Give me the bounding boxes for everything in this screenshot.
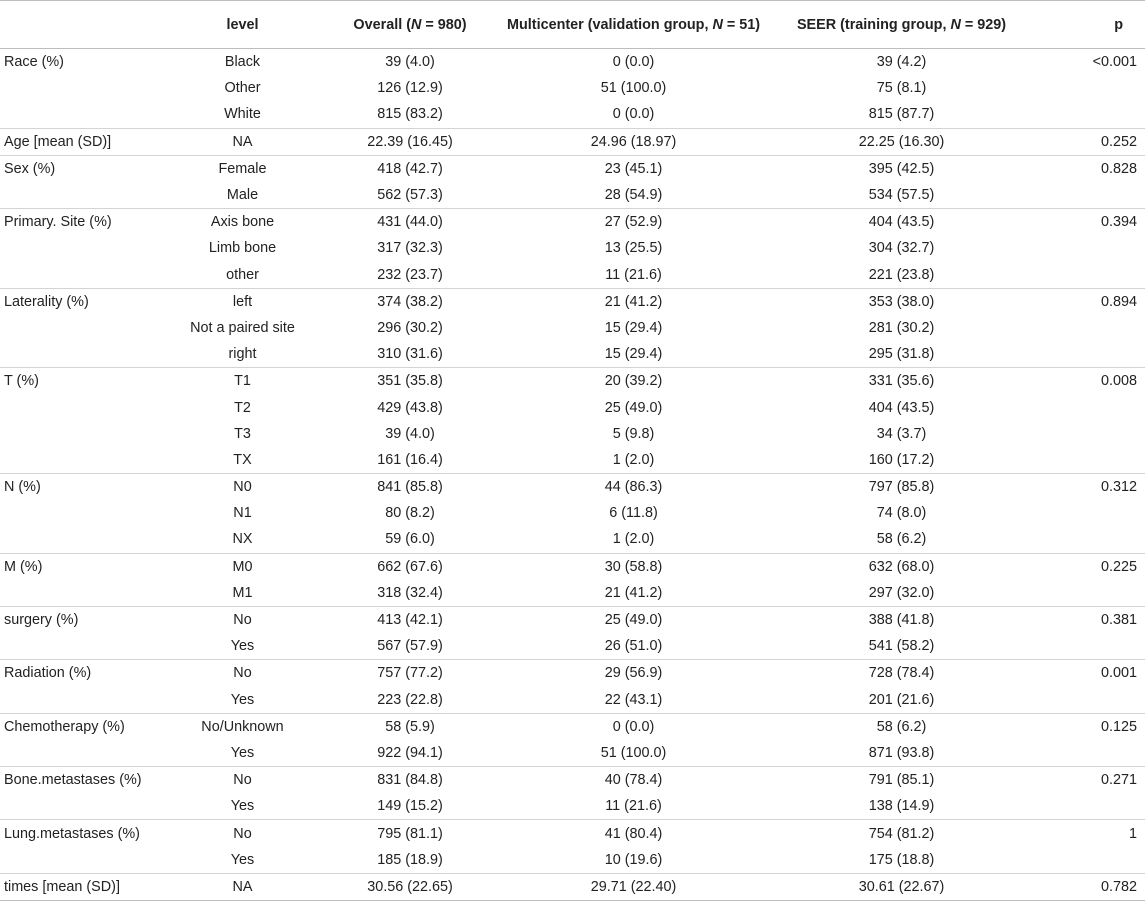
cell-overall: 413 (42.1) (313, 606, 507, 633)
cell-overall: 30.56 (22.65) (313, 873, 507, 900)
cell-overall: 922 (94.1) (377, 744, 443, 761)
table-row (0, 500, 1145, 526)
header-multicenter-n-symbol: N (712, 16, 723, 33)
cell-level: Yes (230, 851, 255, 868)
cell-p-value (1043, 526, 1145, 553)
cell-multicenter: 44 (86.3) (507, 474, 760, 501)
cell-variable (0, 633, 172, 660)
cell-overall: 39 (4.0) (385, 425, 435, 442)
cell-level: T2 (234, 399, 251, 416)
cell-level: Other (224, 80, 261, 97)
cell-seer: 39 (4.2) (760, 49, 1043, 76)
cell-overall: 232 (23.7) (377, 266, 443, 283)
cell-multicenter: 21 (41.2) (507, 288, 760, 315)
header-level (172, 1, 313, 49)
table-row (0, 128, 1145, 155)
cell-overall: 223 (22.8) (377, 691, 443, 708)
cell-multicenter: 22 (43.1) (604, 691, 663, 708)
cell-overall: 80 (8.2) (385, 505, 435, 522)
table-row (0, 262, 1145, 289)
cell-seer: 295 (31.8) (868, 346, 935, 363)
table-row (0, 793, 1145, 820)
cell-multicenter: 10 (19.6) (604, 851, 663, 868)
cell-p-value (1043, 315, 1145, 341)
cell-p-value (1043, 262, 1145, 289)
header-variable (0, 1, 172, 49)
table-row (0, 75, 1145, 101)
cell-level: Not a paired site (190, 319, 295, 336)
header-overall-text: Overall ( (353, 16, 411, 33)
header-seer-text: SEER (training group, (796, 16, 951, 33)
table-header (0, 1, 1145, 49)
cell-multicenter: 28 (54.9) (604, 187, 663, 204)
cell-overall: 310 (31.6) (377, 346, 443, 363)
cell-multicenter: 6 (11.8) (609, 505, 658, 522)
table-row (0, 368, 1145, 395)
cell-variable (0, 687, 172, 714)
table-row (0, 767, 1145, 794)
cell-level: T3 (234, 425, 251, 442)
cell-seer: 30.61 (22.67) (760, 873, 1043, 900)
cell-multicenter: 30 (58.8) (507, 553, 760, 580)
cell-p-value (1043, 182, 1145, 209)
cell-p-value: 0.252 (1043, 128, 1145, 155)
header-seer-n-symbol: N (950, 16, 961, 33)
cell-multicenter: 15 (29.4) (604, 319, 663, 336)
cell-p-value: 0.782 (1043, 873, 1145, 900)
cell-variable: Age [mean (SD)] (0, 128, 172, 155)
cell-p-value: 0.271 (1043, 767, 1145, 794)
cell-variable (0, 526, 172, 553)
cell-seer: 404 (43.5) (868, 399, 935, 416)
cell-multicenter: 0 (0.0) (612, 106, 655, 123)
cell-multicenter: 11 (21.6) (605, 266, 662, 283)
table-row (0, 209, 1145, 236)
cell-level: No/Unknown (172, 713, 313, 740)
cell-variable (0, 235, 172, 261)
cell-variable (0, 315, 172, 341)
cell-multicenter: 5 (9.8) (612, 425, 655, 442)
cell-variable (0, 394, 172, 420)
cell-p-value (1043, 740, 1145, 767)
cell-p-value: 0.125 (1043, 713, 1145, 740)
cell-p-value: 0.381 (1043, 606, 1145, 633)
cell-seer: 632 (68.0) (760, 553, 1043, 580)
cell-overall: 815 (83.2) (377, 106, 443, 123)
header-multicenter (507, 1, 760, 49)
cell-variable: surgery (%) (0, 606, 172, 633)
cell-overall: 662 (67.6) (313, 553, 507, 580)
cell-seer: 34 (3.7) (876, 425, 927, 442)
cell-level: NA (172, 128, 313, 155)
cell-variable (0, 421, 172, 447)
cell-p-value (1043, 75, 1145, 101)
cell-overall: 161 (16.4) (377, 451, 443, 468)
cell-seer: 791 (85.1) (760, 767, 1043, 794)
cell-p-value (1043, 447, 1145, 474)
cell-variable: Radiation (%) (0, 660, 172, 687)
cell-multicenter: 24.96 (18.97) (507, 128, 760, 155)
cell-level: Yes (230, 638, 255, 655)
cell-level: No (172, 606, 313, 633)
cell-seer: 138 (14.9) (868, 798, 935, 815)
header-seer (760, 1, 1043, 49)
cell-overall: 22.39 (16.45) (313, 128, 507, 155)
cell-seer: 58 (6.2) (760, 713, 1043, 740)
table-row (0, 315, 1145, 341)
table-row (0, 155, 1145, 182)
cell-multicenter: 0 (0.0) (507, 49, 760, 76)
cell-variable: Lung.metastases (%) (0, 820, 172, 847)
cell-overall: 149 (15.2) (377, 798, 443, 815)
cell-level: Black (172, 49, 313, 76)
cell-seer: 871 (93.8) (868, 744, 935, 761)
cell-seer: 74 (8.0) (876, 505, 927, 522)
cell-variable: Bone.metastases (%) (0, 767, 172, 794)
cell-p-value: 0.001 (1043, 660, 1145, 687)
cell-seer: 534 (57.5) (868, 187, 935, 204)
cell-p-value: 0.312 (1043, 474, 1145, 501)
cell-level: T1 (172, 368, 313, 395)
cell-multicenter: 1 (2.0) (612, 531, 655, 548)
cell-level: right (228, 346, 257, 363)
cell-multicenter: 51 (100.0) (600, 744, 667, 761)
cell-seer: 281 (30.2) (868, 319, 935, 336)
table-row (0, 660, 1145, 687)
cell-level: NA (172, 873, 313, 900)
table-row (0, 474, 1145, 501)
cell-level: Male (226, 187, 259, 204)
cell-multicenter: 25 (49.0) (604, 399, 663, 416)
cell-multicenter: 15 (29.4) (604, 346, 663, 363)
cell-seer: 353 (38.0) (760, 288, 1043, 315)
cell-seer: 297 (32.0) (868, 584, 935, 601)
table-row (0, 873, 1145, 900)
cell-overall: 418 (42.7) (313, 155, 507, 182)
cell-p-value (1043, 500, 1145, 526)
cell-overall: 374 (38.2) (313, 288, 507, 315)
cell-level: M0 (172, 553, 313, 580)
cell-p-value: 0.828 (1043, 155, 1145, 182)
cell-level: Female (172, 155, 313, 182)
table-row (0, 553, 1145, 580)
cell-overall: 429 (43.8) (377, 399, 443, 416)
cell-level: other (226, 266, 259, 283)
header-level-text: level (226, 16, 259, 33)
table-row (0, 288, 1145, 315)
cell-level: Yes (230, 798, 255, 815)
cell-level: TX (233, 451, 252, 468)
cell-seer: 388 (41.8) (760, 606, 1043, 633)
table-row (0, 687, 1145, 714)
cell-variable (0, 262, 172, 289)
cell-level: NX (232, 531, 253, 548)
cell-multicenter: 51 (100.0) (600, 80, 667, 97)
cell-variable (0, 847, 172, 874)
table-row (0, 713, 1145, 740)
table-row (0, 447, 1145, 474)
cell-variable (0, 740, 172, 767)
header-multicenter-count: = 51) (722, 16, 761, 33)
cell-variable: Laterality (%) (0, 288, 172, 315)
cell-overall: 39 (4.0) (313, 49, 507, 76)
cell-seer: 404 (43.5) (760, 209, 1043, 236)
table-row (0, 235, 1145, 261)
cell-level: Yes (230, 744, 255, 761)
cell-p-value (1043, 633, 1145, 660)
cell-overall: 757 (77.2) (313, 660, 507, 687)
table-body (0, 49, 1145, 901)
cell-variable (0, 447, 172, 474)
cell-variable (0, 341, 172, 368)
cell-variable: Race (%) (0, 49, 172, 76)
cell-seer: 395 (42.5) (760, 155, 1043, 182)
cell-level: N1 (233, 505, 252, 522)
cell-p-value (1043, 793, 1145, 820)
cell-variable: T (%) (0, 368, 172, 395)
table-row (0, 101, 1145, 128)
cell-multicenter: 25 (49.0) (507, 606, 760, 633)
cell-overall: 562 (57.3) (377, 187, 443, 204)
cell-overall: 351 (35.8) (313, 368, 507, 395)
cell-multicenter: 1 (2.0) (612, 451, 655, 468)
cell-p-value: 0.225 (1043, 553, 1145, 580)
cell-variable (0, 75, 172, 101)
cell-variable: Primary. Site (%) (0, 209, 172, 236)
cell-p-value: 0.394 (1043, 209, 1145, 236)
cell-overall: 567 (57.9) (377, 638, 443, 655)
cell-variable: Sex (%) (0, 155, 172, 182)
cell-level: No (172, 820, 313, 847)
cell-overall: 318 (32.4) (377, 584, 443, 601)
cell-overall: 831 (84.8) (313, 767, 507, 794)
table-row (0, 740, 1145, 767)
cell-multicenter: 27 (52.9) (507, 209, 760, 236)
cell-variable (0, 500, 172, 526)
cell-overall: 296 (30.2) (377, 319, 443, 336)
table-row (0, 633, 1145, 660)
cell-multicenter: 26 (51.0) (604, 638, 663, 655)
cell-seer: 75 (8.1) (876, 80, 927, 97)
cell-seer: 201 (21.6) (868, 691, 935, 708)
cell-multicenter: 41 (80.4) (507, 820, 760, 847)
cell-seer: 331 (35.6) (760, 368, 1043, 395)
cell-p-value: 0.008 (1043, 368, 1145, 395)
table-row (0, 182, 1145, 209)
cell-variable (0, 182, 172, 209)
cell-seer: 175 (18.8) (868, 851, 935, 868)
cell-overall: 126 (12.9) (377, 80, 443, 97)
header-row (0, 1, 1145, 49)
cell-seer: 541 (58.2) (868, 638, 935, 655)
header-multicenter-text: Multicenter (validation group, (507, 16, 713, 33)
cell-level: No (172, 767, 313, 794)
cell-seer: 797 (85.8) (760, 474, 1043, 501)
table-row (0, 606, 1145, 633)
header-overall-count: = 980) (421, 16, 467, 33)
cell-variable: M (%) (0, 553, 172, 580)
cell-level: Yes (230, 691, 255, 708)
cell-seer: 754 (81.2) (760, 820, 1043, 847)
cell-overall: 58 (5.9) (313, 713, 507, 740)
header-overall-n-symbol: N (410, 16, 422, 33)
table-row (0, 820, 1145, 847)
cell-multicenter: 11 (21.6) (605, 798, 662, 815)
cell-p-value: 1 (1043, 820, 1145, 847)
cell-p-value (1043, 847, 1145, 874)
cell-overall: 59 (6.0) (385, 531, 435, 548)
cell-variable (0, 580, 172, 607)
cell-variable: times [mean (SD)] (0, 873, 172, 900)
cell-variable (0, 793, 172, 820)
cell-seer: 221 (23.8) (868, 266, 935, 283)
cell-seer: 728 (78.4) (760, 660, 1043, 687)
cell-p-value (1043, 394, 1145, 420)
table-row (0, 580, 1145, 607)
cell-multicenter: 29 (56.9) (507, 660, 760, 687)
cell-level: Axis bone (172, 209, 313, 236)
cell-seer: 304 (32.7) (868, 240, 935, 257)
cell-level: No (172, 660, 313, 687)
cell-overall: 431 (44.0) (313, 209, 507, 236)
cell-multicenter: 21 (41.2) (604, 584, 663, 601)
cell-variable: Chemotherapy (%) (0, 713, 172, 740)
cell-p-value (1043, 235, 1145, 261)
table-row (0, 49, 1145, 76)
table-row (0, 847, 1145, 874)
header-seer-count: = 929) (960, 16, 1007, 33)
header-p-text: p (1114, 16, 1123, 33)
cell-seer: 815 (87.7) (868, 106, 935, 123)
cell-p-value (1043, 101, 1145, 128)
table-row (0, 341, 1145, 368)
cell-overall: 841 (85.8) (313, 474, 507, 501)
cell-level: White (224, 106, 261, 123)
cell-overall: 317 (32.3) (377, 240, 443, 257)
table-row (0, 526, 1145, 553)
cell-multicenter: 0 (0.0) (507, 713, 760, 740)
cell-p-value (1043, 421, 1145, 447)
cell-p-value: 0.894 (1043, 288, 1145, 315)
cell-level: left (172, 288, 313, 315)
cell-p-value: <0.001 (1043, 49, 1145, 76)
table-row (0, 394, 1145, 420)
cell-seer: 22.25 (16.30) (760, 128, 1043, 155)
cell-p-value (1043, 687, 1145, 714)
cell-multicenter: 29.71 (22.40) (507, 873, 760, 900)
header-overall (313, 1, 507, 49)
header-p (1043, 1, 1145, 49)
cell-level: M1 (232, 584, 253, 601)
cell-overall: 185 (18.9) (377, 851, 443, 868)
table-row (0, 421, 1145, 447)
cell-p-value (1043, 341, 1145, 368)
cell-variable: N (%) (0, 474, 172, 501)
cell-multicenter: 23 (45.1) (507, 155, 760, 182)
cell-p-value (1043, 580, 1145, 607)
cell-multicenter: 40 (78.4) (507, 767, 760, 794)
cell-variable (0, 101, 172, 128)
cell-seer: 58 (6.2) (876, 531, 927, 548)
cell-level: N0 (172, 474, 313, 501)
cell-level: Limb bone (208, 240, 277, 257)
cell-overall: 795 (81.1) (313, 820, 507, 847)
cell-multicenter: 20 (39.2) (507, 368, 760, 395)
cell-seer: 160 (17.2) (868, 451, 935, 468)
cell-multicenter: 13 (25.5) (604, 240, 663, 257)
